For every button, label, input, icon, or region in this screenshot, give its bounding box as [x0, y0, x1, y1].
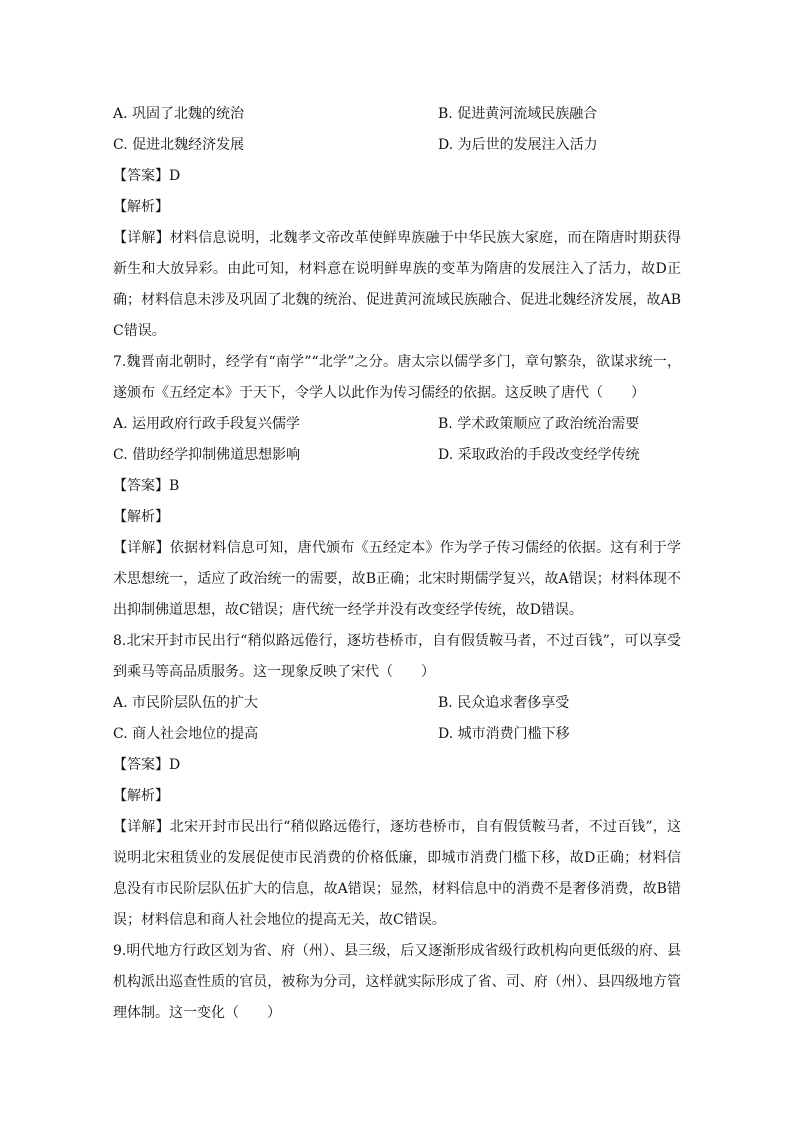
q7-option-d: D. 采取政治的手段改变经学传统	[438, 447, 640, 463]
q6-option-c: C. 促进北魏经济发展	[113, 137, 245, 153]
q7-option-a: A. 运用政府行政手段复兴儒学	[113, 416, 301, 432]
q8-option-c: C. 商人社会地位的提高	[113, 726, 259, 742]
q6-option-b: B. 促进黄河流域民族融合	[438, 106, 598, 122]
q8-analysis-label: 【解析】	[113, 788, 169, 804]
q8-answer: 【答案】D	[113, 757, 181, 773]
q7-options-row-1	[113, 409, 681, 440]
q6-detail: 【详解】材料信息说明，北魏孝文帝改革使鲜卑族融于中华民族大家庭，而在隋唐时期获得新生和大放异彩。由此可知，材料意在说明鲜卑族的变革为隋唐的发展注入了活力，故D正确；材料信息未涉及巩固了北魏的统治、促进黄河流域民族融合、促进北魏经济发展，故ABC错误。	[113, 230, 681, 339]
q7-option-c: C. 借助经学抑制佛道思想影响	[113, 447, 301, 463]
q6-answer: 【答案】D	[113, 168, 181, 184]
q8-option-a: A. 市民阶层队伍的扩大	[113, 695, 259, 711]
q8-option-d: D. 城市消费门槛下移	[438, 726, 570, 742]
q6-option-a: A. 巩固了北魏的统治	[113, 106, 245, 122]
q6-options-row-2	[113, 130, 681, 161]
q7-detail: 【详解】依据材料信息可知，唐代颁布《五经定本》作为学子传习儒经的依据。这有利于学术思想统一，适应了政治统一的需要，故B正确；北宋时期儒学复兴，故A错误；材料体现不出抑制佛道思想，故C错误；唐代统一经学并没有改变经学传统，故D错误。	[113, 540, 681, 618]
q8-detail: 【详解】北宋开封市民出行“稍似路远倦行，逐坊巷桥市，自有假赁鞍马者，不过百钱”，这说明北宋租赁业的发展促使市民消费的价格低廉，即城市消费门槛下移，故D正确；材料信息没有市民阶层队伍扩大的信息，故A错误；显然，材料信息中的消费不是奢侈消费，故B错误；材料信息和商人社会地位的提高无关，故C错误。	[113, 819, 681, 928]
q7-option-b: B. 学术政策顺应了政治统治需要	[438, 416, 640, 432]
q7-options-row-2	[113, 440, 681, 471]
q6-analysis-label: 【解析】	[113, 199, 169, 215]
q7-answer: 【答案】B	[113, 478, 180, 494]
q8-options-row-2	[113, 719, 681, 750]
q7-analysis-label: 【解析】	[113, 509, 169, 525]
q9-question: 9.明代地方行政区划为省、府（州）、县三级，后又逐渐形成省级行政机构向更低级的府、县机构派出巡查性质的官员，被称为分司，这样就实际形成了省、司、府（州）、县四级地方管理体制。这一变化（ ）	[113, 943, 681, 1021]
q8-question: 8.北宋开封市民出行“稍似路远倦行，逐坊巷桥市，自有假赁鞍马者，不过百钱”，可以享受到乘马等高品质服务。这一现象反映了宋代（ ）	[113, 633, 681, 680]
q6-option-d: D. 为后世的发展注入活力	[438, 137, 598, 153]
q8-option-b: B. 民众追求奢侈享受	[438, 695, 570, 711]
q6-options-row-1	[113, 99, 681, 130]
q8-options-row-1	[113, 688, 681, 719]
document-page	[113, 99, 681, 1029]
q7-question: 7.魏晋南北朝时，经学有“南学”“北学”之分。唐太宗以儒学多门，章句繁杂，欲谋求统一，遂颁布《五经定本》于天下，令学人以此作为传习儒经的依据。这反映了唐代（ ）	[113, 354, 681, 401]
